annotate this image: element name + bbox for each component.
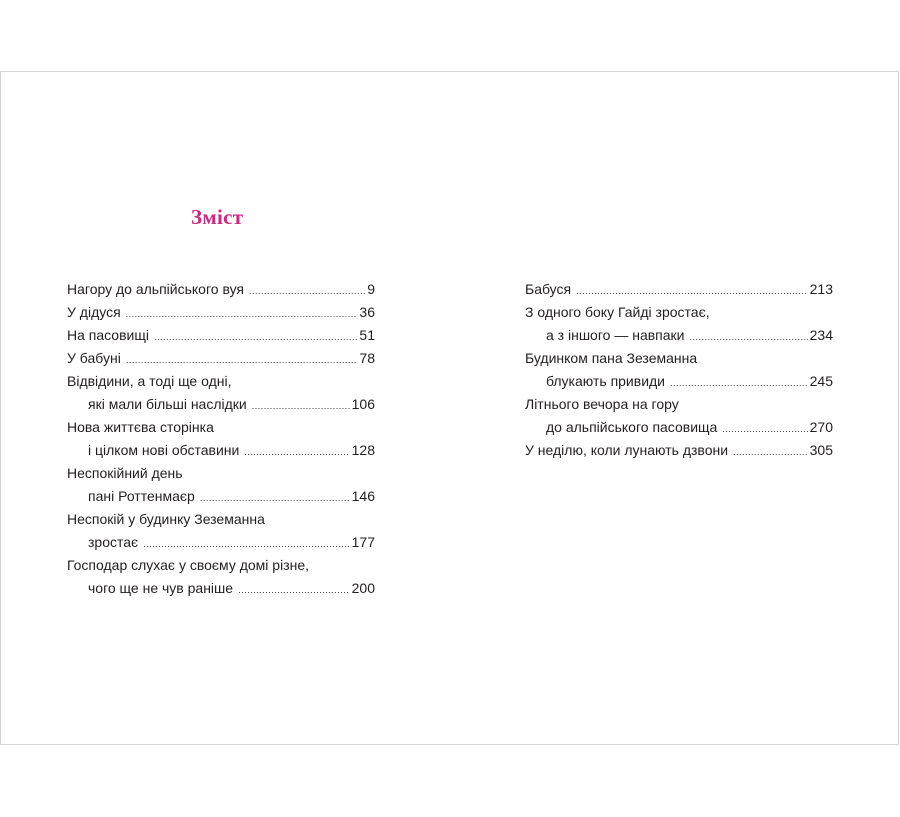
dot-leader — [722, 418, 807, 441]
toc-page-number: 270 — [809, 419, 833, 435]
dot-leader — [670, 372, 808, 395]
toc-entry — [67, 462, 375, 508]
toc-entry — [67, 347, 375, 370]
toc-entry-line — [67, 439, 375, 462]
dot-leader — [733, 441, 808, 464]
toc-entry-line — [67, 554, 375, 577]
toc-entry-title: У бабуні — [67, 350, 121, 366]
dot-leader — [126, 303, 358, 326]
dot-leader — [689, 326, 807, 349]
toc-entry-title: Відвідини, а тоді ще одні, — [67, 373, 232, 389]
toc-entry — [525, 393, 833, 439]
toc-entry-line — [67, 485, 375, 508]
toc-entry-line — [67, 577, 375, 600]
toc-page-number: 78 — [359, 350, 375, 366]
dot-leader — [244, 441, 349, 464]
toc-entry-title: У неділю, коли лунають дзвони — [525, 442, 729, 458]
toc-entry-line — [525, 439, 833, 462]
toc-page-number: 245 — [809, 373, 833, 389]
toc-page-number: 234 — [809, 327, 833, 343]
toc-entry-line — [67, 324, 375, 347]
dot-leader — [249, 280, 365, 303]
toc-entry-title: Неспокійний день — [67, 465, 183, 481]
toc-entry — [67, 370, 375, 416]
toc-entry-line — [67, 347, 375, 370]
toc-entry-line — [67, 531, 375, 554]
toc-entry — [67, 508, 375, 554]
toc-entry — [67, 301, 375, 324]
toc-entry — [67, 324, 375, 347]
dot-leader — [238, 579, 350, 602]
toc-entry-line — [525, 324, 833, 347]
toc-page-number: 146 — [351, 488, 375, 504]
toc-entry-title: блукають привиди — [546, 373, 665, 389]
toc-entry-line — [525, 301, 833, 324]
toc-page-number: 9 — [367, 281, 375, 297]
dot-leader — [126, 349, 358, 372]
toc-entry-line — [525, 416, 833, 439]
toc-entry-line — [67, 301, 375, 324]
dot-leader — [576, 280, 808, 303]
toc-left-column — [67, 278, 375, 600]
toc-entry-line — [67, 370, 375, 393]
toc-entry-line — [67, 278, 375, 301]
toc-entry-line — [525, 347, 833, 370]
toc-entry-line — [525, 393, 833, 416]
toc-entry — [67, 554, 375, 600]
toc-page-number: 128 — [351, 442, 375, 458]
toc-entry — [525, 278, 833, 301]
toc-page-number: 106 — [351, 396, 375, 412]
toc-page-number: 305 — [809, 442, 833, 458]
toc-entry — [67, 278, 375, 301]
toc-entry-line — [525, 370, 833, 393]
toc-entry — [525, 439, 833, 462]
toc-entry — [525, 301, 833, 347]
toc-entry-line — [67, 462, 375, 485]
toc-entry-title: Будинком пана Зеземанна — [525, 350, 698, 366]
toc-entry-title: і цілком нові обставини — [88, 442, 240, 458]
toc-entry-title: зростає — [88, 534, 139, 550]
toc-entry-line — [525, 278, 833, 301]
toc-entry-title: до альпійського пасовища — [546, 419, 718, 435]
dot-leader — [143, 533, 349, 556]
toc-entry-title: У дідуся — [67, 304, 121, 320]
toc-page-number: 177 — [351, 534, 375, 550]
toc-entry-title: чого ще не чув раніше — [88, 580, 234, 596]
toc-entry-title: З одного боку Гайді зростає, — [525, 304, 710, 320]
toc-right-column — [525, 278, 833, 462]
toc-entry — [67, 416, 375, 462]
dot-leader — [200, 487, 350, 510]
toc-entry-line — [67, 416, 375, 439]
toc-page-number: 213 — [809, 281, 833, 297]
toc-entry-title: Нова життєва сторінка — [67, 419, 214, 435]
toc-entry-title: Неспокій у будинку Зеземанна — [67, 511, 265, 527]
toc-entry-title: а з іншого — навпаки — [546, 327, 685, 343]
toc-page-number: 200 — [351, 580, 375, 596]
toc-page-number: 36 — [359, 304, 375, 320]
dot-leader — [252, 395, 350, 418]
toc-entry-line — [67, 393, 375, 416]
toc-entry-title: На пасовищі — [67, 327, 149, 343]
toc-entry — [525, 347, 833, 393]
toc-page-number: 51 — [359, 327, 375, 343]
dot-leader — [154, 326, 357, 349]
toc-entry-title: пані Роттенмаєр — [88, 488, 195, 504]
page-title: Зміст — [191, 205, 244, 229]
toc-entry-title: Літнього вечора на гору — [525, 396, 679, 412]
toc-entry-title: які мали більші наслідки — [88, 396, 247, 412]
toc-entry-line — [67, 508, 375, 531]
toc-entry-title: Бабуся — [525, 281, 572, 297]
toc-entry-title: Нагору до альпійського вуя — [67, 281, 244, 297]
toc-entry-title: Господар слухає у своєму домі різне, — [67, 557, 310, 573]
